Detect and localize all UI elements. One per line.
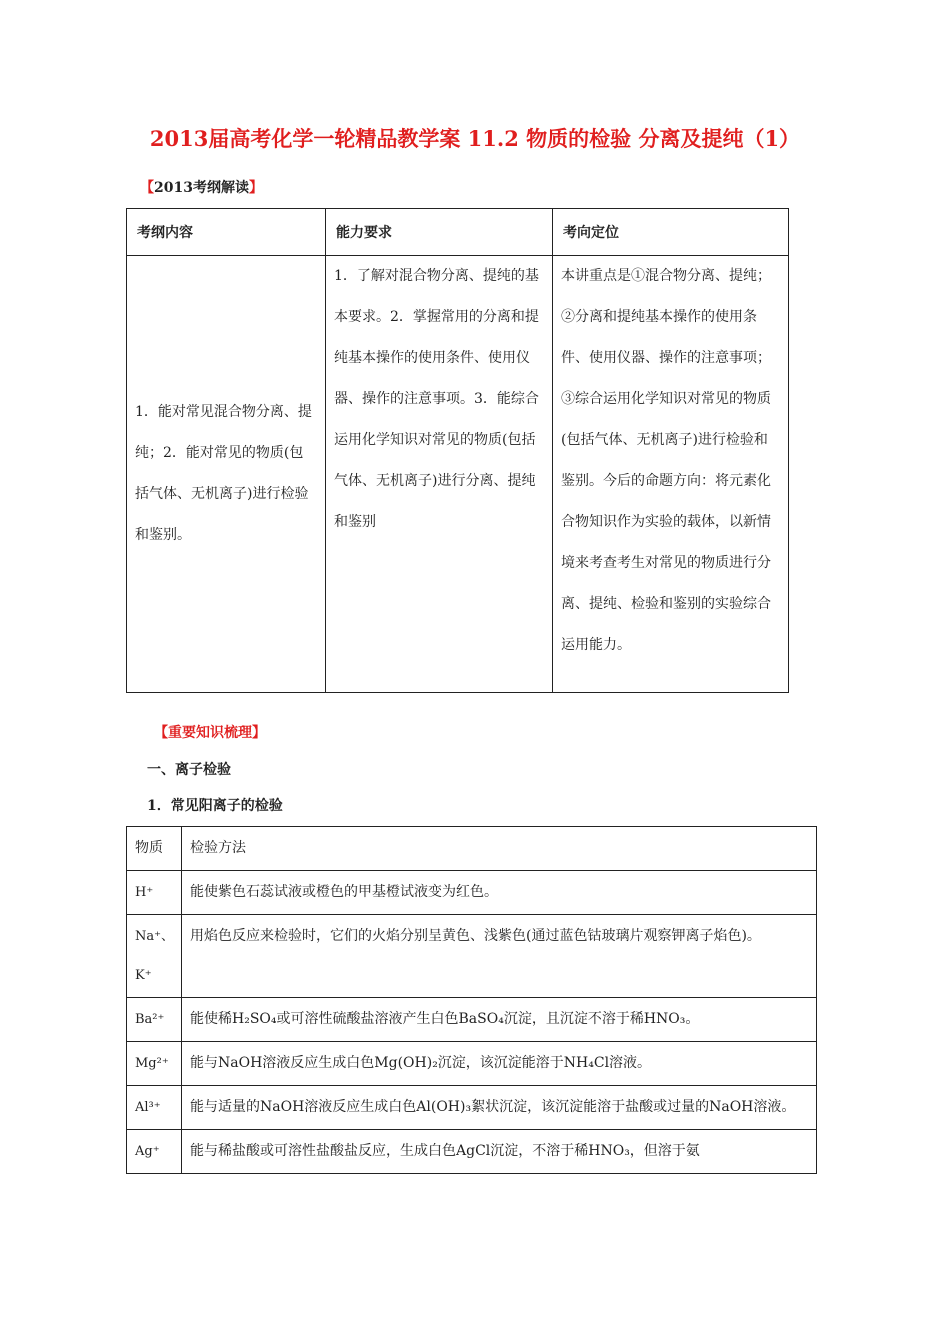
outline-header-row (127, 209, 789, 256)
ion-cell: Ag⁺ (127, 1130, 182, 1174)
method-cell: 能与稀盐酸或可溶性盐酸盐反应，生成白色AgCl沉淀，不溶于稀HNO₃，但溶于氨 (182, 1130, 817, 1174)
outline-year: 2013考纲解读 (154, 180, 249, 196)
method-cell: 用焰色反应来检验时，它们的火焰分别呈黄色、浅紫色(通过蓝色钴玻璃片观察钾离子焰色)。 (182, 915, 817, 998)
method-cell: 能使稀H₂SO₄或可溶性硫酸盐溶液产生白色BaSO₄沉淀，且沉淀不溶于稀HNO₃。 (182, 998, 817, 1042)
method-cell: 能使紫色石蕊试液或橙色的甲基橙试液变为红色。 (182, 871, 817, 915)
ion-header-row (127, 827, 817, 871)
outline-header-ability: 能力要求 (326, 209, 553, 256)
outline-ability-cell: 1．了解对混合物分离、提纯的基本要求。2．掌握常用的分离和提纯基本操作的使用条件、使用仪器、操作的注意事项。3．能综合运用化学知识对常见的物质(包括气体、无机离子)进行分离、提纯和鉴别 (326, 256, 553, 693)
ion-header-substance: 物质 (127, 827, 182, 871)
table-row (127, 1130, 817, 1174)
outline-body-row (127, 256, 789, 693)
outline-content-cell: 1．能对常见混合物分离、提纯；2．能对常见的物质(包括气体、无机离子)进行检验和鉴别。 (127, 256, 326, 693)
ion-cell: Al³⁺ (127, 1086, 182, 1130)
ion-cell: Mg²⁺ (127, 1042, 182, 1086)
table-row (127, 1042, 817, 1086)
outline-direction-cell: 本讲重点是①混合物分离、提纯；②分离和提纯基本操作的使用条件、使用仪器、操作的注意事项；③综合运用化学知识对常见的物质(包括气体、无机离子)进行检验和鉴别。今后的命题方向：将元素化合物知识作为实验的载体，以新情境来考查考生对常见的物质进行分离、提纯、检验和鉴别的实验综合运用能力。 (553, 256, 789, 693)
section-ion-test: 一、离子检验 (147, 762, 231, 778)
ion-cell: H⁺ (127, 871, 182, 915)
table-row (127, 871, 817, 915)
table-row (127, 998, 817, 1042)
outline-table (126, 208, 789, 693)
outline-label: 【2013考纲解读】 (140, 180, 263, 196)
section-cation-test: 1．常见阳离子的检验 (147, 798, 283, 814)
method-cell: 能与适量的NaOH溶液反应生成白色Al(OH)₃絮状沉淀，该沉淀能溶于盐酸或过量的NaOH溶液。 (182, 1086, 817, 1130)
ion-cell: Na⁺、K⁺ (127, 915, 182, 998)
ion-cell: Ba²⁺ (127, 998, 182, 1042)
outline-header-direction: 考向定位 (553, 209, 789, 256)
method-cell: 能与NaOH溶液反应生成白色Mg(OH)₂沉淀，该沉淀能溶于NH₄Cl溶液。 (182, 1042, 817, 1086)
ion-table (126, 826, 817, 1174)
knowledge-label: 【重要知识梳理】 (154, 725, 266, 741)
table-row (127, 915, 817, 998)
page-title: 2013届高考化学一轮精品教学案 11.2 物质的检验 分离及提纯（1） (149, 126, 801, 151)
table-row (127, 1086, 817, 1130)
outline-header-content: 考纲内容 (127, 209, 326, 256)
ion-header-method: 检验方法 (182, 827, 817, 871)
